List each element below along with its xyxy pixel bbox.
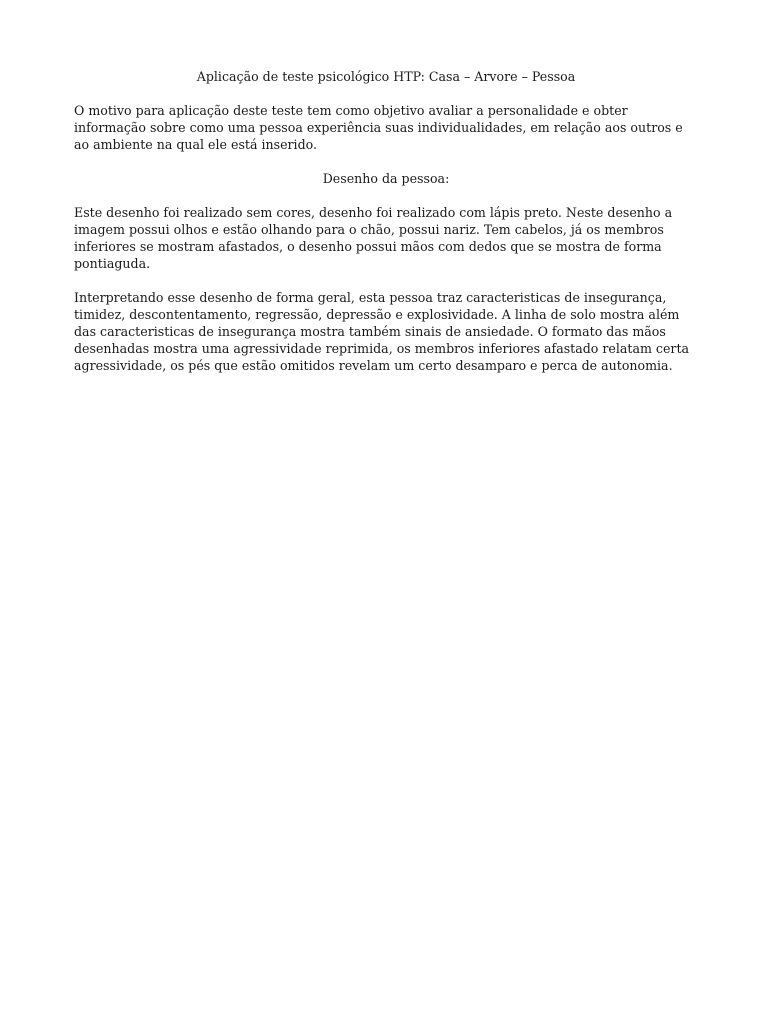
description-paragraph: Este desenho foi realizado sem cores, desenho foi realizado com lápis preto. Neste desenho a imagem possui olhos e estão olhando para o chão, possui nariz. Tem cabelos, já os membros inferiores se mostram afastados, o desenho possui mãos com dedos que se mostra de forma pontiaguda. xyxy=(74,205,673,271)
paragraph-spacer xyxy=(74,272,698,289)
interpretation-paragraph: Interpretando esse desenho de forma geral, esta pessoa traz caracteristicas de insegurança, timidez, descontentamento, regressão, depressão e explosividade. A linha de solo mostra além das caracteristicas de insegurança mostra também sinais de ansiedade. O formato das mãos desenhadas mostra uma agressividade reprimida, os membros inferiores afastado relatam certa agressividade, os pés que estão omitidos revelam um certo desamparo e perca de autonomia. xyxy=(74,290,690,373)
intro-paragraph: O motivo para aplicação deste teste tem como objetivo avaliar a personalidade e obter informação sobre como uma pessoa experiência suas individualidades, em relação aos outros e ao ambiente na qual ele está inserido. xyxy=(74,103,683,152)
section-title: Desenho da pessoa: xyxy=(322,171,450,186)
document-title: Aplicação de teste psicológico HTP: Casa – Arvore – Pessoa xyxy=(196,69,576,84)
